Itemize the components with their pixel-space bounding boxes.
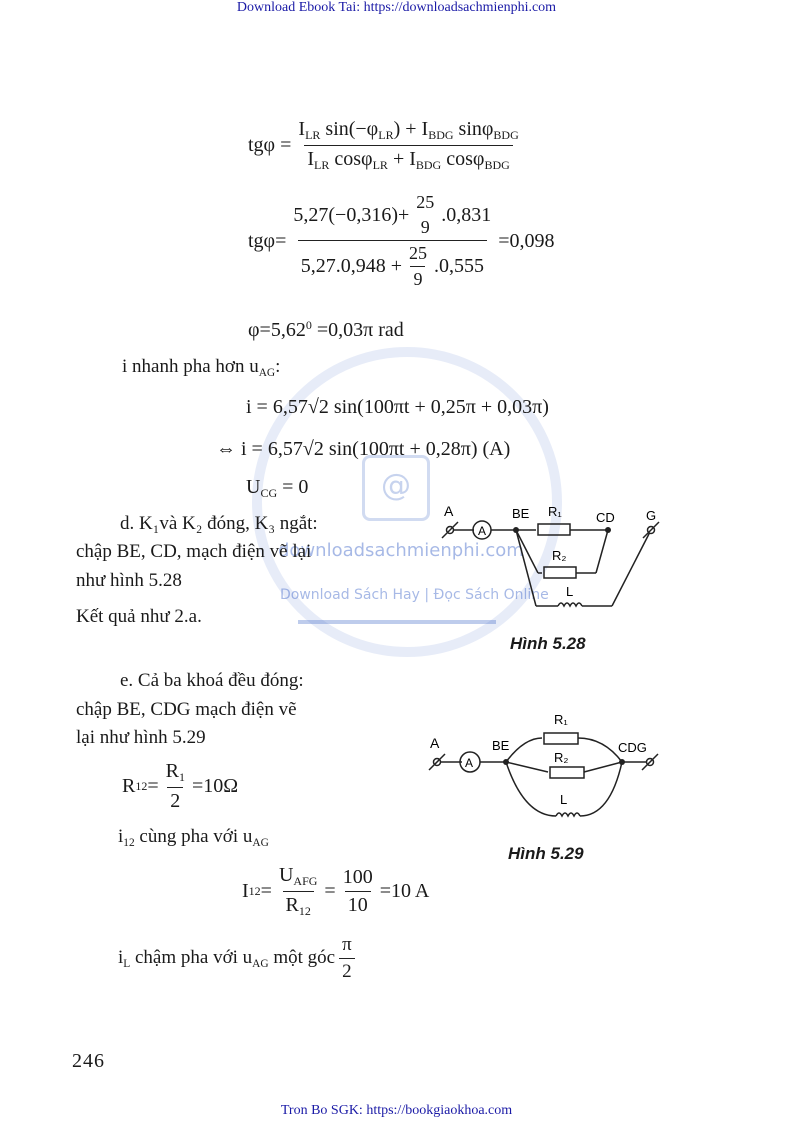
i-equation-2: ⇔ i = 6,57√2 sin(100πt + 0,28π) (A) — [216, 438, 511, 460]
fig528-label-r2: R₂ — [552, 548, 567, 563]
iL-lag-text — [118, 934, 359, 983]
phi-degree: 0 — [305, 318, 312, 332]
I12-sub: 12 — [248, 884, 261, 899]
u-cg-rest: = 0 — [277, 476, 309, 498]
tg2-den-a: 5,27.0,948 + — [300, 255, 402, 277]
header-download-link[interactable]: Download Ebook Tai: https://downloadsachmienphi.com — [236, 0, 557, 15]
tg2-num-frac-top: 25 — [416, 192, 435, 212]
r12-num: R — [165, 760, 179, 782]
circuit-figure-5-29 — [424, 706, 668, 826]
fig528-label-be: BE — [512, 506, 530, 521]
tg-phi-denominator — [304, 145, 512, 173]
node-be — [513, 527, 519, 533]
d-line-1: d. K₁và K₂ đóng, K₃ ngắt: — [120, 513, 318, 534]
tg-phi-numerator — [295, 118, 521, 145]
fig528-label-g: G — [646, 508, 657, 523]
I12-symbol: I — [242, 880, 249, 903]
tg2-num-frac — [413, 192, 437, 238]
d-line-4: Kết quả như 2.a. — [76, 606, 202, 627]
tg2-result: =0,098 — [498, 229, 555, 252]
tg-phi-formula — [248, 118, 526, 173]
num-term-3: ) + I — [393, 118, 429, 140]
page-number: 246 — [72, 1050, 105, 1072]
den-term-1: I — [307, 148, 315, 171]
I12-fraction-1 — [276, 864, 320, 919]
i12-sub: 12 — [123, 836, 135, 849]
den-sub-2: LR — [372, 158, 388, 173]
I12-num-sub: AFG — [293, 874, 318, 889]
den-term-2: cosφ — [329, 148, 373, 171]
i-leads-colon: : — [275, 356, 281, 377]
tg2-numerator — [290, 192, 494, 240]
num-sub-4: BDG — [493, 128, 519, 143]
tg2-denominator — [298, 240, 487, 290]
r12-formula — [122, 760, 238, 813]
i12-symbol: i — [118, 826, 124, 847]
tg2-num-frac-bot: 9 — [420, 217, 430, 237]
i-equation-1: i = 6,57√2 sin(100πt + 0,25π + 0,03π) — [246, 396, 549, 418]
num-sub-2: LR — [378, 128, 394, 143]
u-cg-equation — [246, 476, 308, 501]
I12-num2: 100 — [342, 866, 373, 889]
den-term-3: + I — [387, 148, 416, 171]
tg2-den-frac-top: 25 — [408, 243, 427, 263]
num-term-2: sin(−φ — [320, 118, 379, 140]
phi-value: φ=5,62 — [248, 319, 306, 342]
den-sub-1: LR — [314, 158, 330, 173]
r12-symbol: R — [122, 775, 136, 798]
I12-result: =10 A — [379, 880, 430, 903]
i-leads-part1: i nhanh pha hơn u — [122, 356, 259, 377]
fig528-label-r1: R₁ — [548, 504, 562, 519]
num-term-1: I — [298, 118, 306, 140]
num-sub-3: BDG — [428, 128, 454, 143]
watermark-book-icon: @ — [362, 455, 430, 521]
I12-den-sub: 12 — [298, 904, 311, 919]
fig529-label-cdg: CDG — [618, 740, 647, 755]
inductor-l-coil — [558, 603, 582, 606]
fig529-label-a: A — [430, 735, 440, 751]
iL-two: 2 — [339, 958, 355, 983]
inductor-l-coil — [556, 813, 580, 816]
node-be — [503, 759, 509, 765]
e-line-1: e. Cả ba khoá đều đóng: — [120, 670, 304, 691]
den-term-4: cosφ — [441, 148, 485, 171]
r12-eq: = — [147, 775, 159, 798]
figure-5-28-caption: Hình 5.28 — [510, 634, 586, 653]
u-cg-sub: CG — [260, 486, 278, 501]
tg2-label: tgφ= — [248, 229, 287, 252]
fig529-label-r2: R₂ — [554, 750, 569, 765]
iL-uag-sub: AG — [252, 957, 269, 970]
tg2-num-a: 5,27(−0,316)+ — [293, 203, 410, 226]
fig528-ammeter-label: A — [478, 524, 487, 538]
tg2-num-b: .0,831 — [441, 203, 492, 226]
iL-pi: π — [342, 934, 352, 955]
r12-num-sub: 1 — [178, 770, 185, 785]
tg2-den-frac-bot: 9 — [410, 266, 425, 290]
u-cg-symbol: U — [246, 476, 261, 498]
tg-phi-label: tgφ = — [248, 134, 292, 157]
d-line-2: chập BE, CD, mạch điện vẽ lại — [76, 541, 312, 562]
i12-text: cùng pha với u — [134, 826, 253, 847]
node-cdg — [619, 759, 625, 765]
fig529-label-be: BE — [492, 738, 510, 753]
tg-phi-numeric-formula — [248, 192, 555, 290]
watermark-site: downloadsachmienphi.com — [278, 540, 524, 561]
node-cd — [605, 527, 611, 533]
r12-sub: 12 — [135, 779, 148, 794]
tg2-den-b: .0,555 — [433, 255, 484, 277]
tg2-fraction — [290, 192, 494, 290]
phi-rad: =0,03π rad — [311, 319, 404, 342]
iL-angle-text: một góc — [268, 947, 336, 968]
iL-sub: L — [123, 957, 131, 970]
i12-phase-text — [118, 826, 269, 849]
figure-5-29-caption: Hình 5.29 — [508, 844, 584, 863]
iL-symbol: i — [118, 947, 124, 968]
e-line-2: chập BE, CDG mạch điện vẽ — [76, 699, 297, 720]
resistor-r1-rect — [544, 733, 578, 744]
r12-fraction — [163, 760, 188, 813]
fig529-label-r1: R₁ — [554, 712, 568, 727]
tg2-den-frac — [406, 243, 430, 290]
fig528-label-cd: CD — [596, 510, 615, 525]
i-leads-sub: AG — [258, 366, 276, 379]
I12-den: R — [285, 894, 299, 917]
phi-result — [248, 318, 404, 342]
I12-fraction-2 — [340, 866, 376, 917]
resistor-r2-rect — [544, 567, 576, 578]
e-line-3: lại như hình 5.29 — [76, 727, 206, 748]
i-leads-text — [122, 356, 280, 379]
num-term-4: sinφ — [453, 118, 494, 140]
r12-den: 2 — [167, 787, 183, 813]
num-sub-1: LR — [305, 128, 321, 143]
I12-den2: 10 — [345, 891, 371, 917]
den-sub-3: BDG — [415, 158, 442, 173]
circuit-figure-5-28 — [436, 500, 666, 620]
I12-num: U — [278, 864, 294, 886]
I12-eq: = — [260, 880, 272, 903]
footer-sgk-link[interactable]: Tron Bo SGK: https://bookgiaokhoa.com — [280, 1103, 513, 1118]
fig529-ammeter-label: A — [465, 756, 474, 770]
watermark-underline — [298, 620, 496, 624]
iL-fraction — [339, 934, 355, 983]
I12-eq2: = — [324, 880, 336, 903]
watermark-tagline: Download Sách Hay | Đọc Sách Online — [280, 587, 549, 603]
resistor-r1-rect — [538, 524, 570, 535]
iL-text: chậm pha với u — [130, 947, 253, 968]
den-sub-4: BDG — [484, 158, 510, 173]
fig529-label-l: L — [560, 792, 568, 807]
r12-result: =10Ω — [191, 775, 239, 798]
fig528-label-a: A — [444, 503, 454, 519]
d-line-3: như hình 5.28 — [76, 570, 182, 591]
fig528-label-l: L — [566, 584, 574, 599]
i12-uag-sub: AG — [252, 836, 269, 849]
I12-formula — [242, 864, 429, 919]
resistor-r2-rect — [550, 767, 584, 778]
tg-phi-fraction — [295, 118, 521, 173]
